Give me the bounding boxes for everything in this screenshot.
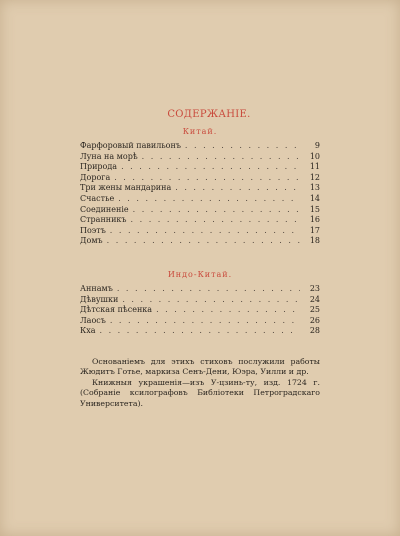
toc-entry-page: 25: [309, 305, 320, 315]
toc-entry-page: 11: [309, 162, 320, 172]
toc-entry-page: 17: [309, 225, 320, 235]
dot-leader: [175, 183, 300, 194]
toc-entry-page: 15: [309, 204, 320, 214]
toc-entry-page: 14: [309, 193, 320, 203]
toc-entry: [80, 326, 320, 337]
toc-entry-title: Природа: [80, 162, 118, 172]
toc-entry: [80, 152, 320, 163]
dot-leader: [110, 226, 300, 237]
toc-entry-title: Аннамъ: [80, 283, 113, 293]
toc-entry: [80, 141, 320, 152]
toc-entry: [80, 183, 320, 194]
toc-entry-page: 18: [309, 236, 320, 246]
section-spacer: [80, 247, 320, 269]
colophon-notes: [80, 357, 320, 410]
toc-entry: [80, 305, 320, 316]
toc-entry-page: 23: [309, 283, 320, 293]
dot-leader: [121, 162, 300, 173]
toc-entry-title: Странникъ: [80, 215, 127, 225]
toc-entry-page: 9: [314, 141, 320, 150]
toc-entry: [80, 162, 320, 173]
toc-entry-title: Дорога: [80, 172, 111, 182]
toc-entry: [80, 194, 320, 205]
toc-entry: [80, 316, 320, 327]
ornaments-note: Книжныя украшенія—изъ У-цзинь-ту, изд. 1724 г. (Собраніе ксилографовъ Библіотеки Петроградскаго Университета).: [80, 377, 320, 408]
toc-entry-title: Дѣтская пѣсенка: [80, 305, 153, 315]
section-spacer: [80, 337, 320, 357]
toc-entry-title: Луна на морѣ: [80, 151, 138, 161]
table-of-contents: [80, 108, 320, 409]
toc-entry-title: Соединеніе: [80, 204, 129, 214]
toc-entry-page: 13: [309, 183, 320, 193]
toc-list-indochina: [80, 284, 320, 337]
dot-leader: [118, 194, 300, 205]
toc-entry: [80, 215, 320, 226]
toc-entry-title: Три жены мандарина: [80, 183, 172, 193]
section-title-indochina: Индо-Китай.: [167, 269, 233, 279]
dot-leader: [131, 215, 300, 226]
toc-entry: [80, 284, 320, 295]
dot-leader: [185, 141, 300, 152]
dot-leader: [156, 305, 300, 316]
toc-entry-title: Счастье: [80, 193, 115, 203]
toc-entry-title: Домъ: [80, 236, 103, 246]
sources-note: Основаніемъ для этихъ стиховъ послужили работы Жюдитъ Готье, маркиза Сенъ-Дени, Юэра, Уилли и др.: [80, 356, 320, 377]
toc-entry-title: Поэтъ: [80, 225, 106, 235]
dot-leader: [142, 152, 300, 163]
toc-list-china: [80, 141, 320, 247]
dot-leader: [107, 236, 300, 247]
dot-leader: [122, 295, 300, 306]
section-title-china: Китай.: [182, 127, 218, 136]
toc-entry: [80, 226, 320, 237]
toc-entry: [80, 295, 320, 306]
dot-leader: [99, 326, 300, 337]
contents-heading: СОДЕРЖАНІЕ.: [167, 109, 251, 120]
dot-leader: [114, 173, 300, 184]
dot-leader: [110, 316, 300, 327]
dot-leader: [133, 205, 300, 216]
toc-entry-page: 10: [309, 151, 320, 161]
toc-entry: [80, 205, 320, 216]
toc-entry-title: Кха: [80, 326, 96, 336]
toc-entry-page: 24: [309, 294, 320, 304]
toc-entry-page: 12: [309, 172, 320, 182]
toc-entry-page: 26: [309, 315, 320, 325]
dot-leader: [117, 284, 300, 295]
toc-entry-title: Фарфоровый павильонъ: [80, 141, 181, 150]
toc-entry: [80, 236, 320, 247]
toc-entry-title: Лаосъ: [80, 315, 106, 325]
toc-entry-page: 28: [309, 326, 320, 336]
toc-entry: [80, 173, 320, 184]
toc-entry-title: Дѣвушки: [80, 294, 119, 304]
toc-entry-page: 16: [309, 215, 320, 225]
